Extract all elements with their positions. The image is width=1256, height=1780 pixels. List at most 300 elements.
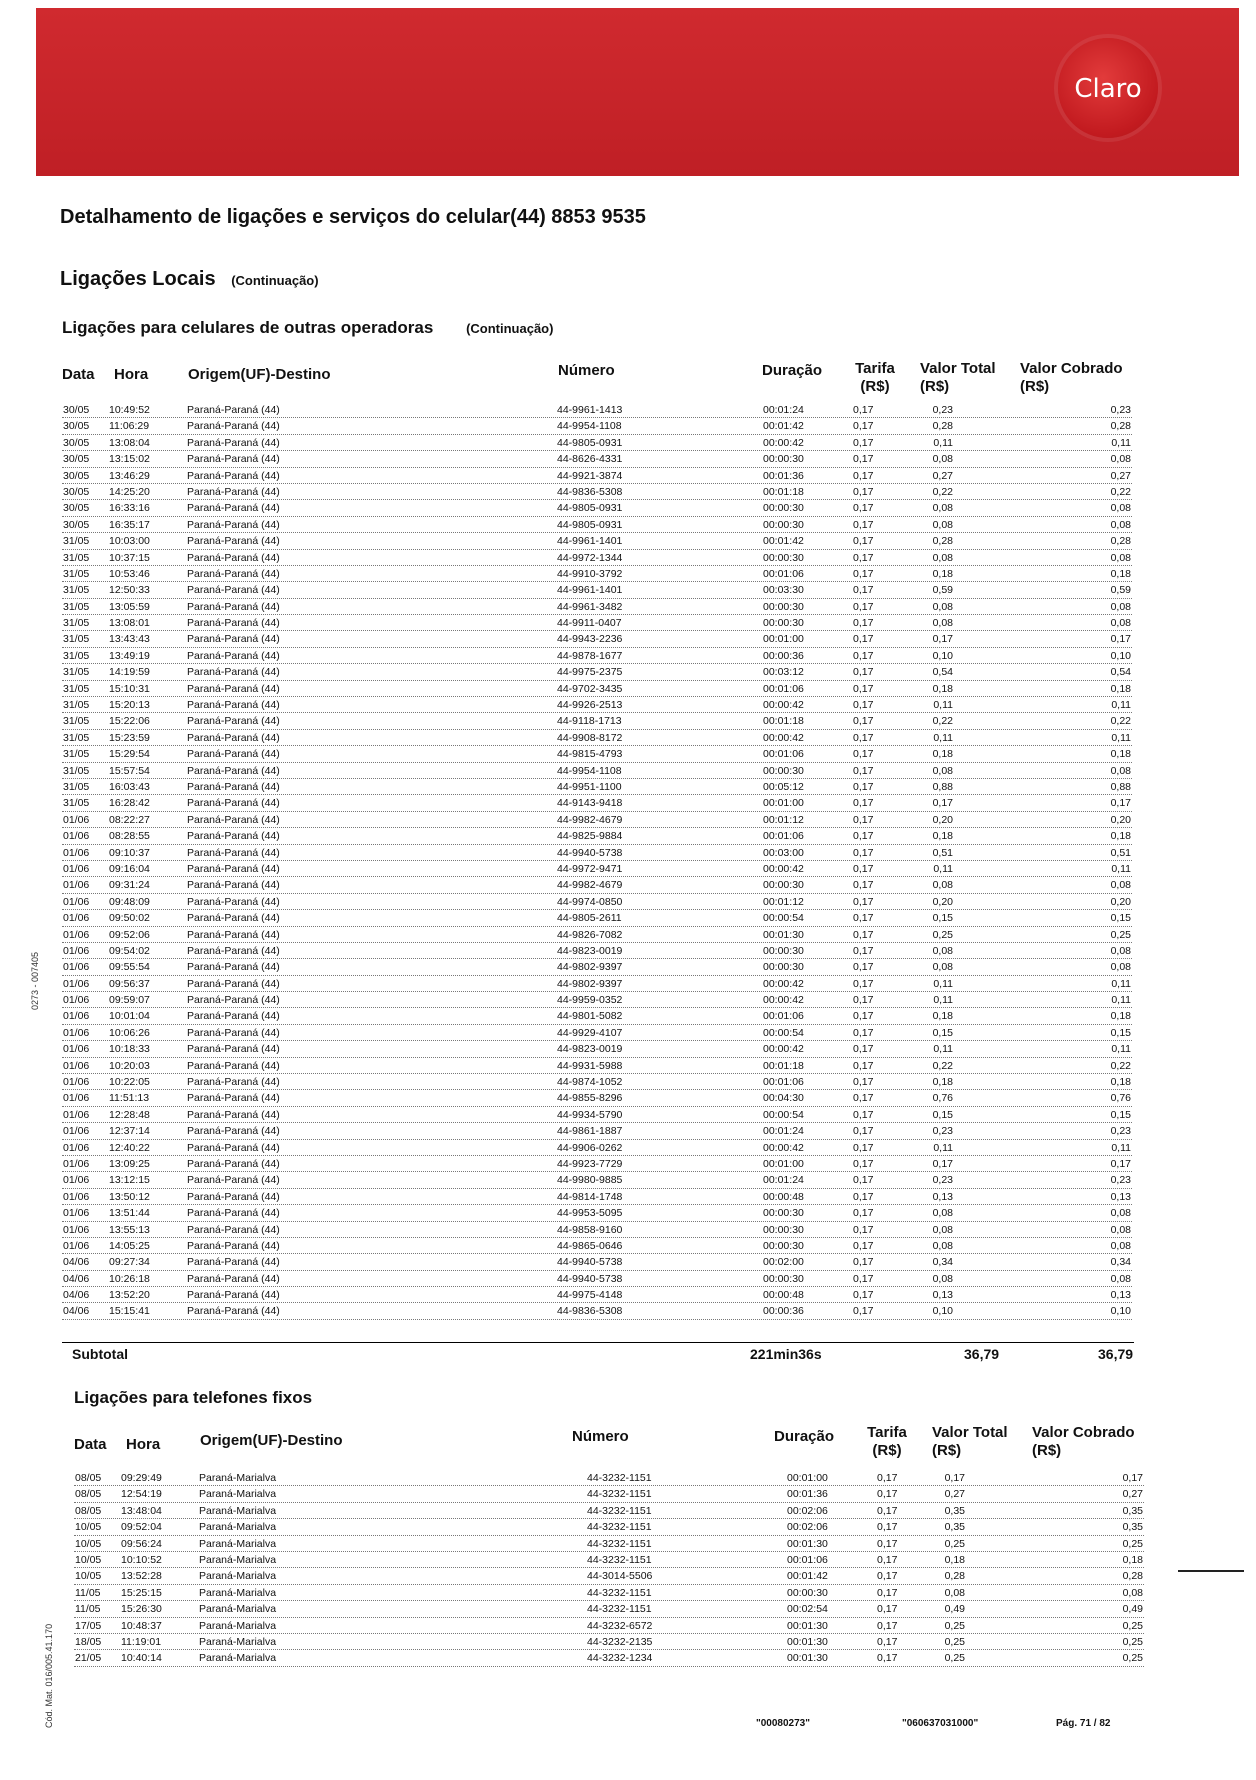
cell-data: 01/06 [63,944,90,957]
table-row [62,1107,1132,1123]
cell-valor-cobrado: 0,08 [1122,1586,1143,1599]
table-row [62,1222,1132,1238]
cell-data: 30/05 [63,404,90,416]
cell-origem: Paraná-Paraná (44) [187,666,280,679]
header-banner [36,8,1239,176]
cell-numero: 44-9805-2611 [557,912,622,925]
cell-valor-cobrado: 0,27 [1122,1488,1143,1501]
cell-hora: 15:22:06 [109,715,150,728]
cell-duracao: 00:01:00 [763,1157,804,1170]
cell-duracao: 00:03:12 [763,666,804,679]
cell-hora: 09:59:07 [109,994,150,1007]
table-row [74,1634,1144,1650]
cell-tarifa: 0,17 [853,436,874,449]
cell-data: 31/05 [63,649,90,662]
cell-origem: Paraná-Paraná (44) [187,518,280,531]
cell-origem: Paraná-Marialva [199,1570,277,1583]
cell-data: 01/06 [63,1223,90,1236]
cell-valor-total: 0,25 [944,1619,965,1632]
cell-data: 04/06 [63,1272,90,1285]
cell-valor-total: 0,10 [932,649,953,662]
cell-data: 08/05 [75,1504,102,1517]
subtotal-duracao: 221min36s [750,1346,822,1362]
cell-tarifa: 0,17 [853,518,874,531]
cell-origem: Paraná-Paraná (44) [187,928,280,941]
cell-valor-cobrado: 0,18 [1110,682,1131,695]
cell-valor-cobrado: 0,35 [1122,1521,1143,1534]
cell-duracao: 00:01:06 [763,567,804,580]
cell-origem: Paraná-Paraná (44) [187,715,280,728]
cell-valor-total: 0,17 [944,1472,965,1484]
cell-tarifa: 0,17 [853,813,874,826]
cell-valor-cobrado: 0,59 [1110,584,1131,597]
cell-tarifa: 0,17 [853,731,874,744]
cell-numero: 44-9974-0850 [557,895,623,908]
header2-data: Data [74,1436,107,1453]
cell-numero: 44-3232-1234 [587,1652,653,1665]
cell-duracao: 00:01:06 [787,1553,828,1566]
cell-data: 31/05 [63,748,90,761]
cell-valor-total: 0,28 [932,420,953,433]
cell-tarifa: 0,17 [853,1207,874,1220]
cell-duracao: 00:03:30 [763,584,804,597]
section-note: (Continuação) [231,273,319,288]
cell-valor-total: 0,23 [932,404,953,416]
cell-hora: 12:40:22 [109,1141,150,1154]
cell-origem: Paraná-Paraná (44) [187,1174,280,1187]
header2-valor-total: Valor Total (R$) [932,1424,1008,1459]
cell-origem: Paraná-Paraná (44) [187,1108,280,1121]
cell-tarifa: 0,17 [853,961,874,974]
cell-numero: 44-9815-4793 [557,748,623,761]
cell-hora: 15:29:54 [109,748,150,761]
cell-numero: 44-3232-1151 [587,1472,652,1484]
cell-duracao: 00:01:06 [763,682,804,695]
cell-tarifa: 0,17 [853,600,874,613]
cell-numero: 44-9982-4679 [557,879,623,892]
cell-valor-total: 0,25 [932,928,953,941]
table-row [62,713,1132,729]
cell-valor-cobrado: 0,15 [1110,1108,1131,1121]
cell-tarifa: 0,17 [853,780,874,793]
table-row [62,1140,1132,1156]
cell-hora: 09:48:09 [109,895,150,908]
cell-valor-total: 0,88 [932,780,953,793]
cell-duracao: 00:00:42 [763,977,804,990]
cell-data: 01/06 [63,813,90,826]
cell-origem: Paraná-Paraná (44) [187,682,280,695]
cell-origem: Paraná-Paraná (44) [187,649,280,662]
cell-valor-cobrado: 0,20 [1110,813,1131,826]
cell-origem: Paraná-Paraná (44) [187,420,280,433]
table-row [62,451,1132,467]
cell-valor-total: 0,08 [932,1239,953,1252]
cell-hora: 10:01:04 [109,1010,150,1023]
table-row [62,1123,1132,1139]
cell-tarifa: 0,17 [853,1289,874,1302]
header-valor-total: Valor Total (R$) [920,360,996,395]
cell-valor-cobrado: 0,11 [1111,862,1131,875]
cell-numero: 44-9975-4148 [557,1289,623,1302]
cell-valor-total: 0,08 [932,502,953,515]
cell-data: 01/06 [63,846,90,859]
table-row [62,648,1132,664]
cell-hora: 13:55:13 [109,1223,150,1236]
cell-origem: Paraná-Paraná (44) [187,748,280,761]
cell-numero: 44-3232-1151 [587,1553,652,1566]
cell-duracao: 00:01:36 [763,469,804,482]
cell-numero: 44-9805-0931 [557,502,623,515]
cell-duracao: 00:01:30 [787,1635,828,1648]
cell-origem: Paraná-Paraná (44) [187,535,280,548]
table-row [74,1519,1144,1535]
table-row [62,533,1132,549]
cell-tarifa: 0,17 [853,1272,874,1285]
cell-numero: 44-9982-4679 [557,813,623,826]
cell-duracao: 00:00:36 [763,1305,804,1318]
cell-numero: 44-9702-3435 [557,682,623,695]
header2-origem: Origem(UF)-Destino [200,1432,343,1449]
cell-valor-cobrado: 0,08 [1110,617,1131,630]
cell-valor-cobrado: 0,20 [1110,895,1131,908]
cell-duracao: 00:00:30 [763,1223,804,1236]
cell-duracao: 00:00:30 [763,879,804,892]
footer-page: Pág. 71 / 82 [1056,1718,1111,1729]
cell-valor-cobrado: 0,18 [1122,1553,1143,1566]
cell-tarifa: 0,17 [853,485,874,498]
cell-hora: 09:52:04 [121,1521,162,1534]
cell-valor-total: 0,08 [932,764,953,777]
cell-duracao: 00:02:00 [763,1256,804,1269]
cell-valor-total: 0,28 [932,535,953,548]
cell-data: 31/05 [63,780,90,793]
cell-data: 30/05 [63,436,90,449]
cell-hora: 15:23:59 [109,731,150,744]
fixed-calls-table [74,1470,1144,1667]
cell-duracao: 00:00:42 [763,862,804,875]
cell-valor-cobrado: 0,11 [1111,436,1131,449]
cell-valor-total: 0,08 [932,961,953,974]
cell-tarifa: 0,17 [877,1603,898,1616]
cell-hora: 10:49:52 [109,404,150,416]
cell-origem: Paraná-Paraná (44) [187,600,280,613]
header-numero: Número [558,362,615,379]
cell-valor-total: 0,76 [932,1092,953,1105]
cell-origem: Paraná-Paraná (44) [187,502,280,515]
cell-duracao: 00:00:54 [763,1108,804,1121]
cell-duracao: 00:00:30 [763,453,804,466]
footer-code-1: "00080273" [756,1718,810,1729]
cell-hora: 11:51:13 [109,1092,150,1105]
cell-hora: 10:06:26 [109,1026,150,1039]
cell-valor-total: 0,18 [932,682,953,695]
cell-hora: 13:08:04 [109,436,150,449]
cell-duracao: 00:01:00 [763,633,804,646]
cell-duracao: 00:01:42 [763,535,804,548]
cell-numero: 44-8626-4331 [557,453,623,466]
cell-numero: 44-9861-1887 [557,1125,623,1138]
table-row [62,1041,1132,1057]
cell-data: 01/06 [63,862,90,875]
cell-tarifa: 0,17 [853,502,874,515]
table-row [74,1601,1144,1617]
cell-origem: Paraná-Marialva [199,1521,277,1534]
cell-origem: Paraná-Marialva [199,1537,277,1550]
cell-valor-total: 0,25 [944,1537,965,1550]
logo-text: Claro [1074,74,1142,104]
cell-origem: Paraná-Paraná (44) [187,813,280,826]
cell-valor-cobrado: 0,13 [1110,1190,1131,1203]
cell-numero: 44-9814-1748 [557,1190,623,1203]
cell-origem: Paraná-Marialva [199,1603,277,1616]
cell-data: 01/06 [63,1076,90,1089]
cell-tarifa: 0,17 [853,928,874,941]
cell-hora: 11:06:29 [109,420,150,433]
cell-origem: Paraná-Paraná (44) [187,1026,280,1039]
cell-valor-cobrado: 0,11 [1111,699,1131,712]
cell-tarifa: 0,17 [853,748,874,761]
cell-origem: Paraná-Paraná (44) [187,485,280,498]
cell-tarifa: 0,17 [853,551,874,564]
cell-origem: Paraná-Marialva [199,1488,277,1501]
cell-valor-total: 0,15 [932,912,953,925]
table-row [74,1568,1144,1584]
cell-data: 30/05 [63,485,90,498]
cell-tarifa: 0,17 [877,1537,898,1550]
cell-valor-total: 0,51 [932,846,953,859]
cell-valor-cobrado: 0,35 [1122,1504,1143,1517]
cell-valor-total: 0,11 [933,436,953,449]
cell-hora: 12:37:14 [109,1125,150,1138]
table-row [62,910,1132,926]
subtotal-label: Subtotal [72,1346,128,1362]
cell-tarifa: 0,17 [853,879,874,892]
cell-duracao: 00:01:00 [763,797,804,810]
table-row [62,845,1132,861]
header-duracao: Duração [762,362,823,379]
cell-hora: 13:48:04 [121,1504,162,1517]
cell-tarifa: 0,17 [853,699,874,712]
table-row [62,435,1132,451]
cell-numero: 44-9908-8172 [557,731,623,744]
cell-origem: Paraná-Paraná (44) [187,567,280,580]
cell-tarifa: 0,17 [853,1239,874,1252]
cell-data: 31/05 [63,699,90,712]
cell-data: 30/05 [63,420,90,433]
cell-valor-cobrado: 0,23 [1110,404,1131,416]
cell-hora: 13:52:28 [121,1570,162,1583]
cell-hora: 10:26:18 [109,1272,150,1285]
cell-valor-cobrado: 0,25 [1122,1652,1143,1665]
header2-numero: Número [572,1428,629,1445]
cell-data: 01/06 [63,1141,90,1154]
cell-valor-cobrado: 0,17 [1110,1157,1131,1170]
cell-hora: 13:08:01 [109,617,150,630]
cell-duracao: 00:00:48 [763,1190,804,1203]
cell-numero: 44-9961-3482 [557,600,623,613]
cell-tarifa: 0,17 [853,862,874,875]
cell-origem: Paraná-Paraná (44) [187,617,280,630]
cell-valor-total: 0,49 [944,1603,965,1616]
cell-numero: 44-9926-2513 [557,699,623,712]
cell-data: 31/05 [63,600,90,613]
cell-hora: 09:56:24 [121,1537,162,1550]
cell-duracao: 00:00:30 [763,617,804,630]
cell-data: 04/06 [63,1305,90,1318]
cell-origem: Paraná-Paraná (44) [187,551,280,564]
cell-duracao: 00:00:36 [763,649,804,662]
cell-valor-total: 0,20 [932,895,953,908]
cell-valor-cobrado: 0,34 [1110,1256,1131,1269]
side-code-bottom: Cód. Mat. 016/005.41.170 [44,1623,54,1728]
cell-origem: Paraná-Marialva [199,1472,277,1484]
cell-valor-total: 0,11 [933,731,953,744]
footer-code-2: "060637031000" [902,1718,979,1729]
cell-origem: Paraná-Paraná (44) [187,1289,280,1302]
cell-duracao: 00:01:06 [763,748,804,761]
cell-origem: Paraná-Paraná (44) [187,797,280,810]
cell-origem: Paraná-Paraná (44) [187,1190,280,1203]
table-row [62,402,1132,418]
cell-valor-total: 0,17 [932,797,953,810]
cell-hora: 10:53:46 [109,567,150,580]
cell-origem: Paraná-Paraná (44) [187,1272,280,1285]
cell-hora: 14:19:59 [109,666,150,679]
table-row [62,828,1132,844]
table-row [62,1008,1132,1024]
cell-tarifa: 0,17 [853,1092,874,1105]
cell-hora: 09:29:49 [121,1472,162,1484]
cell-valor-total: 0,18 [932,1010,953,1023]
cell-valor-cobrado: 0,17 [1110,633,1131,646]
cell-data: 01/06 [63,1174,90,1187]
cell-valor-total: 0,17 [932,1157,953,1170]
cell-origem: Paraná-Paraná (44) [187,780,280,793]
subsection-title-mobile [62,318,553,338]
cell-numero: 44-9802-9397 [557,977,623,990]
cell-numero: 44-9865-0646 [557,1239,623,1252]
cell-numero: 44-3014-5506 [587,1570,653,1583]
cell-tarifa: 0,17 [853,1223,874,1236]
cell-tarifa: 0,17 [853,453,874,466]
cell-hora: 08:28:55 [109,830,150,843]
cell-hora: 12:54:19 [121,1488,162,1501]
cell-hora: 13:50:12 [109,1190,150,1203]
cell-valor-total: 0,08 [932,551,953,564]
cell-valor-total: 0,22 [932,715,953,728]
cell-origem: Paraná-Paraná (44) [187,1141,280,1154]
table-row [62,566,1132,582]
cell-valor-total: 0,23 [932,1174,953,1187]
cell-duracao: 00:01:30 [787,1537,828,1550]
cell-tarifa: 0,17 [853,1305,874,1318]
table-row [62,959,1132,975]
cell-tarifa: 0,17 [877,1619,898,1632]
cell-tarifa: 0,17 [877,1570,898,1583]
cell-valor-cobrado: 0,18 [1110,830,1131,843]
table-row [62,550,1132,566]
cell-hora: 09:56:37 [109,977,150,990]
cell-duracao: 00:00:30 [763,944,804,957]
cell-origem: Paraná-Marialva [199,1635,277,1648]
table-row [62,1254,1132,1270]
cell-duracao: 00:01:12 [763,813,804,826]
cell-valor-total: 0,27 [932,469,953,482]
cell-hora: 09:52:06 [109,928,150,941]
table-row [62,943,1132,959]
cell-tarifa: 0,17 [877,1553,898,1566]
cell-valor-cobrado: 0,08 [1110,551,1131,564]
cell-tarifa: 0,17 [853,895,874,908]
cell-tarifa: 0,17 [853,649,874,662]
cell-valor-total: 0,18 [932,1076,953,1089]
cell-duracao: 00:03:00 [763,846,804,859]
cell-duracao: 00:00:30 [763,961,804,974]
cell-origem: Paraná-Paraná (44) [187,404,280,416]
section-title [60,268,319,291]
cell-numero: 44-9972-1344 [557,551,623,564]
table-row [74,1585,1144,1601]
cell-origem: Paraná-Paraná (44) [187,436,280,449]
cell-data: 01/06 [63,1239,90,1252]
cell-data: 01/06 [63,1190,90,1203]
cell-hora: 13:49:19 [109,649,150,662]
table-row [62,631,1132,647]
cell-tarifa: 0,17 [877,1504,898,1517]
cell-valor-cobrado: 0,27 [1110,469,1131,482]
side-code-left: 0273 - 007405 [30,951,40,1010]
table-row [62,1189,1132,1205]
cell-hora: 08:22:27 [109,813,150,826]
cell-valor-cobrado: 0,08 [1110,944,1131,957]
cell-numero: 44-9953-5095 [557,1207,623,1220]
subsection-title-fixed: Ligações para telefones fixos [74,1388,313,1407]
cell-duracao: 00:00:30 [763,1272,804,1285]
subtotal-divider [62,1342,1134,1343]
table-row [62,992,1132,1008]
cell-duracao: 00:00:42 [763,699,804,712]
cell-origem: Paraná-Paraná (44) [187,977,280,990]
cell-duracao: 00:00:30 [763,551,804,564]
cell-duracao: 00:00:54 [763,1026,804,1039]
cell-valor-cobrado: 0,18 [1110,1010,1131,1023]
table-row [62,1025,1132,1041]
cell-valor-total: 0,34 [932,1256,953,1269]
cell-numero: 44-9823-0019 [557,1043,623,1056]
cell-valor-cobrado: 0,11 [1111,994,1131,1007]
cell-valor-cobrado: 0,08 [1110,1207,1131,1220]
cell-tarifa: 0,17 [853,567,874,580]
table-row [62,1271,1132,1287]
cell-data: 01/06 [63,1026,90,1039]
cell-origem: Paraná-Marialva [199,1586,277,1599]
cell-data: 01/06 [63,1043,90,1056]
cell-hora: 09:16:04 [109,862,150,875]
cell-numero: 44-9951-1100 [557,780,622,793]
cell-duracao: 00:01:36 [787,1488,828,1501]
cell-hora: 10:03:00 [109,535,150,548]
cell-valor-total: 0,13 [932,1190,953,1203]
table-row [62,795,1132,811]
cell-valor-total: 0,08 [932,518,953,531]
cell-numero: 44-9961-1401 [557,535,623,548]
table-row [74,1650,1144,1666]
cell-numero: 44-9980-9885 [557,1174,623,1187]
cell-valor-cobrado: 0,28 [1110,420,1131,433]
cell-numero: 44-9801-5082 [557,1010,623,1023]
cell-valor-total: 0,59 [932,584,953,597]
cell-valor-total: 0,25 [944,1635,965,1648]
